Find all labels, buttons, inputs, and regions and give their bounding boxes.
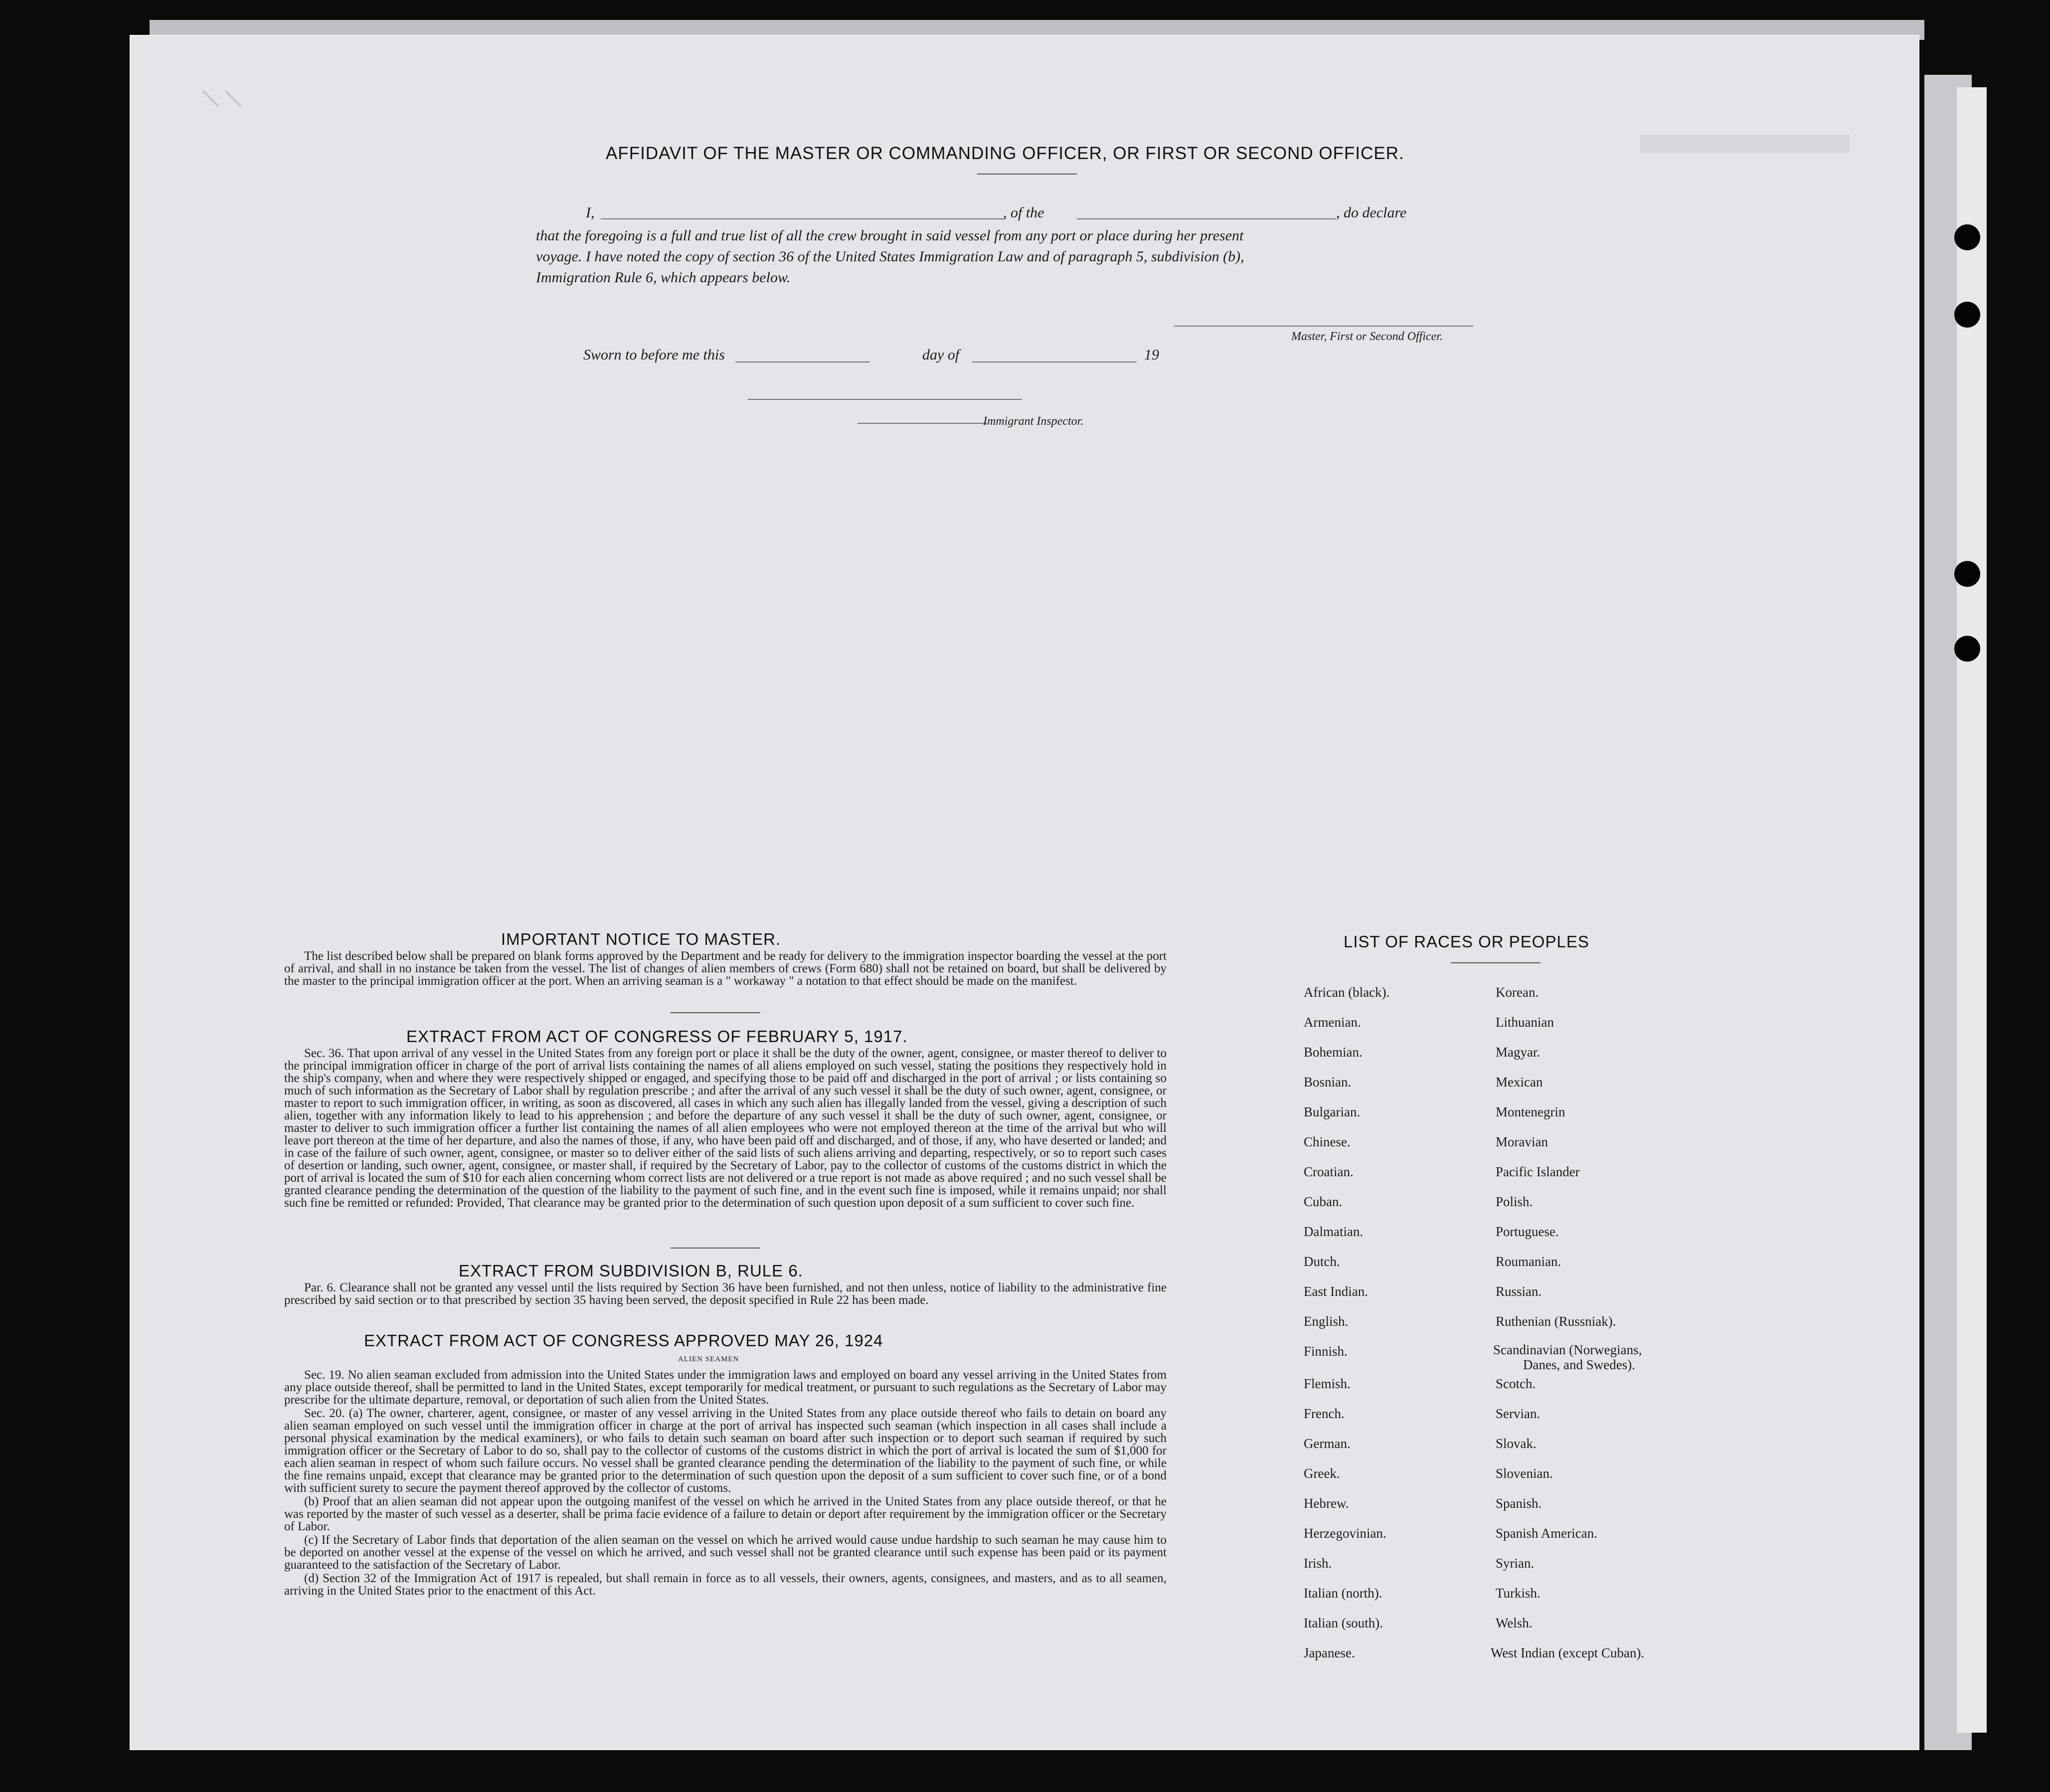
act1924-subtitle: ALIEN SEAMEN [678,1355,739,1363]
race-left: Bulgarian. [1304,1104,1361,1119]
month-blank[interactable] [972,361,1137,362]
affidavit-title: AFFIDAVIT OF THE MASTER OR COMMANDING OFFICER, OR FIRST OR SECOND OFFICER. [606,144,1404,163]
race-left: Herzegovinian. [1304,1526,1386,1541]
race-left: Italian (south). [1304,1615,1383,1630]
binder-hole [1954,302,1980,328]
inspector-blank[interactable] [748,399,1022,400]
day-blank[interactable] [735,361,870,362]
master-signature-caption: Master, First or Second Officer. [1291,330,1443,343]
year-text: 19 [1144,347,1159,363]
binder-hole [1954,224,1980,250]
notice-title: IMPORTANT NOTICE TO MASTER. [501,930,781,948]
rule6-title: EXTRACT FROM SUBDIVISION B, RULE 6. [459,1261,803,1280]
day-of-text: day of [922,347,960,363]
race-right: Welsh. [1496,1615,1533,1630]
show-through-marks: ⸌⸌ [199,82,244,132]
race-left: Dalmatian. [1304,1224,1364,1239]
notice-text [284,950,1167,988]
binder-hole [1954,636,1980,662]
act1917-text [284,1047,1167,1210]
name-blank[interactable] [601,218,1005,219]
race-left: Chinese. [1304,1134,1351,1149]
race-left: Hebrew. [1304,1496,1349,1511]
race-left: Japanese. [1304,1645,1355,1660]
vessel-blank[interactable] [1077,218,1336,219]
race-left: Greek. [1304,1466,1340,1481]
race-right: Roumanian. [1496,1254,1561,1269]
race-left: Finnish. [1304,1344,1348,1359]
race-left: Croatian. [1304,1164,1354,1179]
race-right: Magyar. [1496,1045,1540,1060]
race-left: Bosnian. [1304,1075,1352,1089]
race-right: Spanish. [1496,1496,1542,1511]
race-right: Syrian. [1496,1556,1535,1571]
rule6-paragraph: Par. 6. Clearance shall not be granted any vessel until the lists required by Section 36 have been furnished, and not then unless, notice of liability to the administrative fine prescribed by said section or to that prescribed by section 35 having been served, the deposit specified in Rule 22 has been made. [284,1281,1167,1307]
race-right: Scandinavian (Norwegians, [1493,1342,1642,1357]
sworn-text: Sworn to before me this [583,347,725,363]
divider [671,1248,760,1249]
act1924-sec20c: (c) If the Secretary of Labor finds that deportation of the alien seaman on the vessel on which he arrived would cause undue hardship to such seaman he may cause him to be deported on another vessel at the expense of the vessel on which he arrived, and such vessel shall not be granted clearance until such expense has been paid or its payment guaranteed to the satisfaction of the Secretary of Labor. [284,1533,1167,1572]
affidavit-line1-declare: , do declare [1336,204,1407,221]
document-page [130,35,1919,1750]
race-right: Montenegrin [1496,1104,1565,1119]
race-left: African (black). [1304,985,1390,1000]
race-right: Moravian [1496,1134,1548,1149]
affidavit-line1-i: I, [586,204,595,221]
affidavit-line1-of-the: , of the [1003,204,1044,221]
race-left: Dutch. [1304,1254,1340,1269]
affidavit-line3: voyage. I have noted the copy of section 36 of the United States Immigration Law and of paragraph 5, subdivision (b), [536,248,1244,265]
race-left: Cuban. [1304,1194,1343,1209]
race-left: German. [1304,1436,1351,1451]
act1917-title: EXTRACT FROM ACT OF CONGRESS OF FEBRUARY 5, 1917. [406,1027,908,1046]
race-right: Servian. [1496,1406,1540,1421]
divider [671,1012,760,1013]
race-right: Spanish American. [1496,1526,1597,1541]
act1924-sec19: Sec. 19. No alien seaman excluded from admission into the United States under the immigration laws and employed on board any vessel arriving in the United States from any place outside thereof, shall be permitted to land in the United States, except temporarily for medical treatment, or pursuant to such regulations as the Secretary of Labor may prescribe for the ultimate departure, removal, or deportation of such alien from the United States. [284,1368,1167,1407]
inspector-signature-line[interactable] [857,423,987,424]
act1924-sec20a: Sec. 20. (a) The owner, charterer, agent, consignee, or master of any vessel arriving in the United States from any place outside thereof who fails to detain on board any alien seaman employed on such vessel until the immigration officer in charge at the port of arrival has inspected such seaman (which inspection in all cases shall include a personal physical examination by the medical examiners), or who fails to detain such seaman on board after such inspection or to deport such seaman if required by such immigration officer or the Secretary of Labor to do so, shall pay to the collector of customs of the customs district in which the port of arrival is located the sum of $1,000 for each alien seaman in respect of whom such failure occurs. No vessel shall be granted clearance pending the determination of the liability to the payment of such fine, or while the fine remains unpaid, except that clearance may be granted prior to the determination of such question upon the deposit of a sum sufficient to cover such fine, or of a bond with sufficient surety to secure the payment thereof approved by the collector of customs. [284,1407,1167,1495]
race-right: Korean. [1496,985,1539,1000]
act1917-paragraph: Sec. 36. That upon arrival of any vessel in the United States from any foreign port or place it shall be the duty of the owner, agent, consignee, or master thereof to deliver to the principal immigration officer in charge of the port of arrival lists containing the names of all aliens employed on such vessel, stating the positions they respectively hold in the ship's company, when and where they were respectively shipped or engaged, and specifying those to be paid off and discharged in the port of arrival ; or lists containing so much of such information as the Secretary of Labor shall by regulation prescribe ; and after the arrival of any such vessel it shall be the duty of such owner, agent, consignee, or master to report to such immigration officer, in writing, as soon as discovered, all cases in which any such alien has illegally landed from the vessel, giving a description of such alien, together with any information likely to lead to his apprehension ; and before the departure of any such vessel it shall be the duty of such owner, agent, consignee, or master to deliver to such immigration officer a further list containing the names of all alien employees who were not employed thereon at the time of the arrival but who will leave port thereon at the time of her departure, and also the names of those, if any, who have been paid off and discharged, and of those, if any, who have deserted or landed; and in case of the failure of such owner, agent, consignee, or master so to deliver either of the said lists of such aliens arriving and departing, respectively, or so to report such cases of desertion or landing, such owner, agent, consignee, or master shall, if required by the Secretary of Labor, pay to the collector of customs of the customs district in which the port of arrival is located the sum of $10 for each alien concerning whom correct lists are not delivered or a true report is not made as above required ; and no such vessel shall be granted clearance pending the determination of the question of the liability to the payment of such fine, and in the event such fine is imposed, while it remains unpaid; nor shall such fine be remitted or refunded: Provided, That clearance may be granted prior to the determination of such question upon deposit of a sum sufficient to cover such fine. [284,1047,1167,1210]
race-right: Pacific Islander [1496,1164,1580,1179]
race-right: Polish. [1496,1194,1533,1209]
binder-hole [1954,561,1980,587]
divider [977,174,1077,175]
races-title: LIST OF RACES OR PEOPLES [1344,932,1589,951]
act1924-sec20d: (d) Section 32 of the Immigration Act of 1917 is repealed, but shall remain in force as to all vessels, their owners, agents, consignees, and masters, and as to all seamen, arriving in the United States prior to the enactment of this Act. [284,1572,1167,1598]
race-right: Slovenian. [1496,1466,1553,1481]
divider [1451,962,1540,963]
race-left: Irish. [1304,1556,1332,1571]
act1924-sec20b: (b) Proof that an alien seaman did not appear upon the outgoing manifest of the vessel on which he arrived in the United States from any place outside thereof, or that he was reported by the master of such vessel as a deserter, shall be prima facie evidence of a failure to detain or deport after requirement by the immigration officer or the Secretary of Labor. [284,1495,1167,1533]
race-right: Slovak. [1496,1436,1537,1451]
race-right: Portuguese. [1496,1224,1559,1239]
race-left: Bohemian. [1304,1045,1363,1060]
race-right: Scotch. [1496,1376,1536,1391]
race-right: Russian. [1496,1284,1542,1299]
race-left: Armenian. [1304,1015,1361,1030]
race-right: Turkish. [1496,1586,1540,1601]
race-right: West Indian (except Cuban). [1491,1645,1645,1660]
race-left: French. [1304,1406,1345,1421]
notice-paragraph: The list described below shall be prepared on blank forms approved by the Department and be ready for delivery to the immigration inspector boarding the vessel at the port of arrival, and shall in no instance be taken from the vessel. The list of changes of alien members of crews (Form 680) shall not be retained on board, but shall be delivered by the master to the principal immigration officer at the port. When an arriving seaman is a " workaway " a notation to that effect should be made on the manifest. [284,949,1167,988]
race-right: Mexican [1496,1075,1543,1089]
race-left: Flemish. [1304,1376,1351,1391]
act1924-title: EXTRACT FROM ACT OF CONGRESS APPROVED MAY 26, 1924 [364,1331,883,1350]
race-left: East Indian. [1304,1284,1368,1299]
inspector-signature-caption: Immigrant Inspector. [983,415,1084,428]
rule6-text [284,1281,1167,1307]
race-right: Ruthenian (Russniak). [1496,1314,1616,1329]
race-left: English. [1304,1314,1349,1329]
master-signature-line[interactable] [1174,326,1473,327]
race-right: Lithuanian [1496,1015,1554,1030]
act1924-text [284,1369,1167,1598]
show-through-marks [1640,135,1850,153]
affidavit-line2: that the foregoing is a full and true list of all the crew brought in said vessel from any port or place during her present [536,227,1244,244]
binder-strip [1957,87,1987,1733]
race-left: Italian (north). [1304,1586,1382,1601]
affidavit-line4: Immigration Rule 6, which appears below. [536,269,791,286]
race-right-continuation: Danes, and Swedes). [1523,1357,1635,1372]
